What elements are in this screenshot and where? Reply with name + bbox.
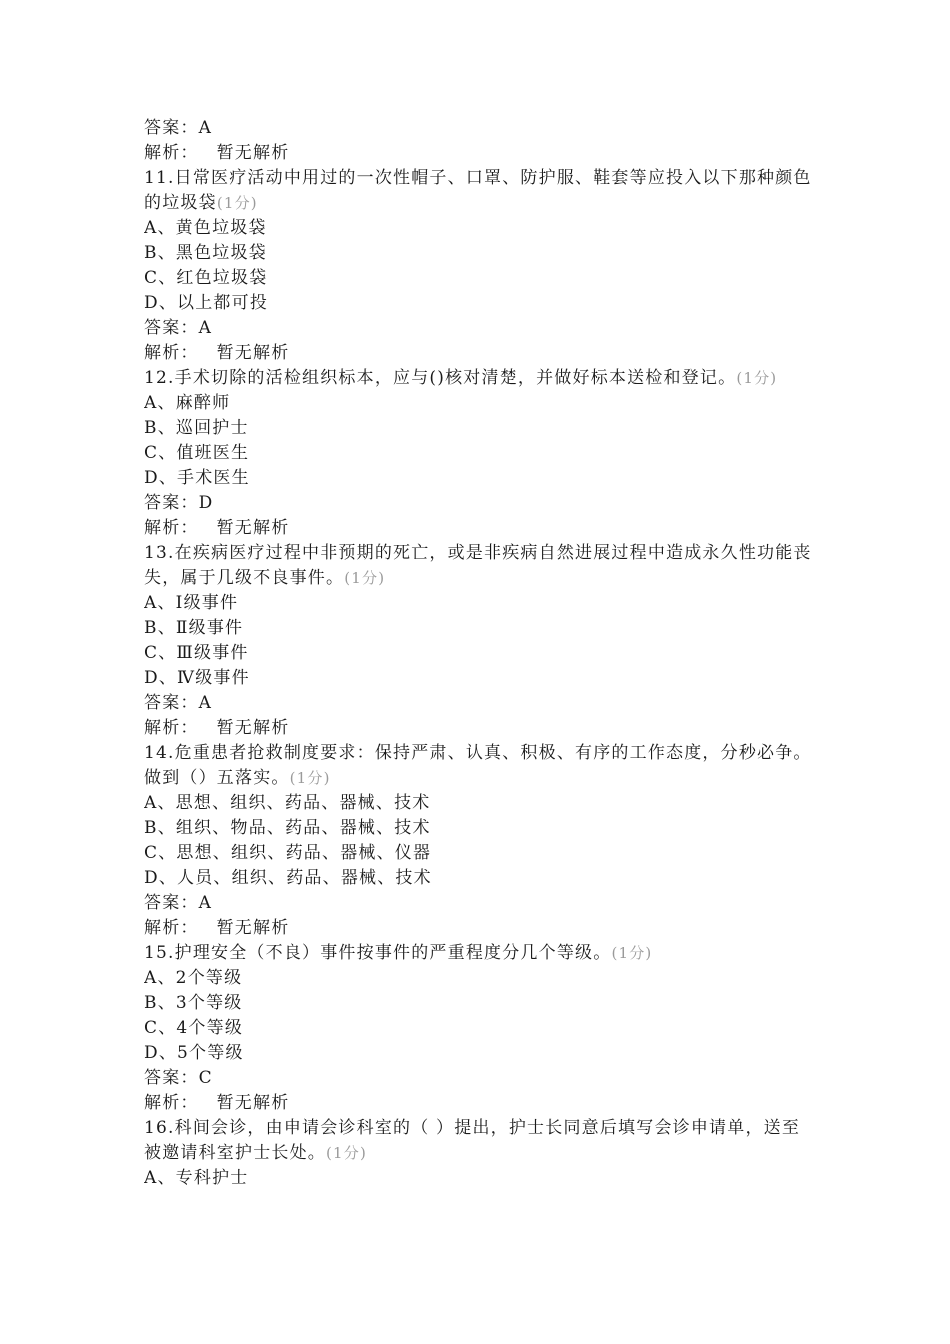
answer-line: 答案：A — [144, 893, 213, 913]
option-d: D、人员、组织、药品、器械、技术 — [144, 868, 432, 888]
option-c: C、值班医生 — [144, 443, 250, 463]
analysis-line: 解析： 暂无解析 — [144, 918, 290, 938]
question-text: 15.护理安全（不良）事件按事件的严重程度分几个等级。(1分) — [144, 943, 653, 963]
analysis-text: 暂无解析 — [216, 143, 290, 163]
option-b: B、黑色垃圾袋 — [144, 243, 267, 263]
answer-text: 答案：A — [144, 118, 213, 138]
question-text: 12.手术切除的活检组织标本，应与()核对清楚，并做好标本送检和登记。(1分) — [144, 368, 778, 388]
points-label: (1分) — [326, 1144, 368, 1162]
analysis-label: 解析： — [144, 143, 199, 163]
question-text: 13.在疾病医疗过程中非预期的死亡，或是非疾病自然进展过程中造成永久性功能丧失，属于几级不良事件。(1分) — [144, 543, 812, 588]
analysis-line: 解析： 暂无解析 — [144, 1093, 290, 1113]
option-d: D、以上都可投 — [144, 293, 269, 313]
option-a: A、黄色垃圾袋 — [144, 218, 267, 238]
option-a: A、Ⅰ级事件 — [144, 593, 239, 613]
option-a: A、思想、组织、药品、器械、技术 — [144, 793, 431, 813]
question-text: 14.危重患者抢救制度要求：保持严肃、认真、积极、有序的工作态度，分秒必争。做到（）五落实。(1分) — [144, 743, 812, 788]
answer-line: 答案：A — [144, 318, 213, 338]
analysis-line: 解析： 暂无解析 — [144, 343, 290, 363]
option-c: C、Ⅲ级事件 — [144, 643, 249, 663]
option-b: B、巡回护士 — [144, 418, 249, 438]
points-label: (1分) — [216, 194, 258, 212]
answer-line: 答案：C — [144, 1068, 213, 1088]
points-label: (1分) — [736, 369, 778, 387]
option-b: B、3个等级 — [144, 993, 243, 1013]
option-d: D、Ⅳ级事件 — [144, 668, 250, 688]
analysis-line: 解析： 暂无解析 — [144, 518, 290, 538]
option-b: B、Ⅱ级事件 — [144, 618, 244, 638]
document-page — [144, 116, 814, 1191]
option-b: B、组织、物品、药品、器械、技术 — [144, 818, 431, 838]
points-label: (1分) — [289, 769, 331, 787]
answer-line: 答案：D — [144, 493, 214, 513]
answer-line — [144, 116, 814, 141]
points-label: (1分) — [611, 944, 653, 962]
question-text: 16.科间会诊，由申请会诊科室的（ ）提出，护士长同意后填写会诊申请单，送至被邀请科室护士长处。(1分) — [144, 1118, 801, 1163]
option-a: A、麻醉师 — [144, 393, 231, 413]
option-c: C、红色垃圾袋 — [144, 268, 268, 288]
analysis-line — [144, 141, 814, 166]
option-a: A、专科护士 — [144, 1168, 249, 1188]
option-d: D、手术医生 — [144, 468, 250, 488]
answer-line: 答案：A — [144, 693, 213, 713]
question-text: 11.日常医疗活动中用过的一次性帽子、口罩、防护服、鞋套等应投入以下那种颜色的垃圾袋(1分) — [144, 168, 812, 213]
analysis-line: 解析： 暂无解析 — [144, 718, 290, 738]
option-a: A、2个等级 — [144, 968, 243, 988]
option-d: D、5个等级 — [144, 1043, 244, 1063]
points-label: (1分) — [344, 569, 386, 587]
option-c: C、4个等级 — [144, 1018, 244, 1038]
option-c: C、思想、组织、药品、器械、仪器 — [144, 843, 432, 863]
